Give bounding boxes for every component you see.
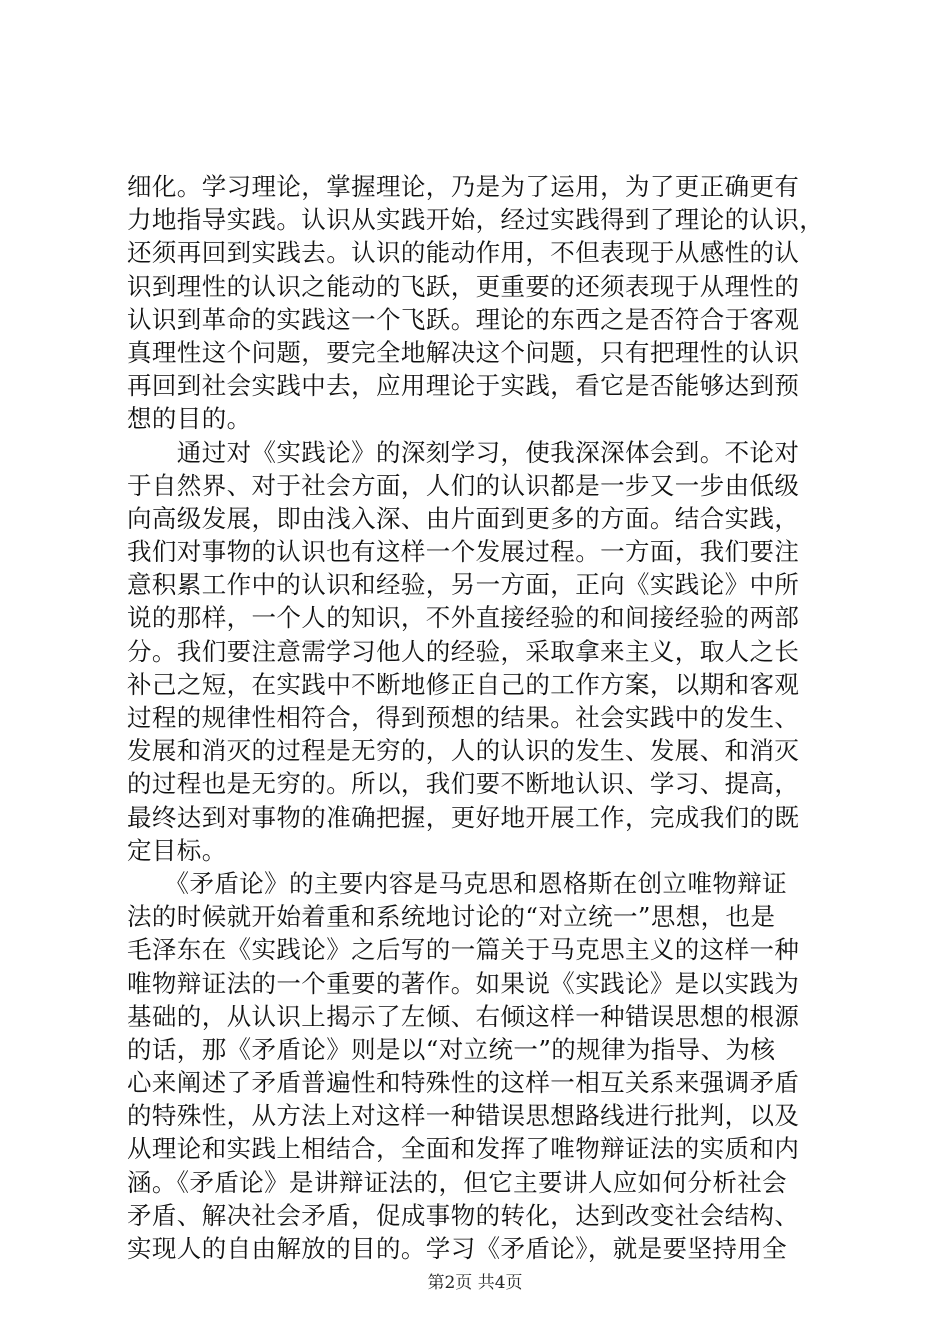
text-line: 发展和消灭的过程是无穷的，人的认识的发生、发展、和消灭 (127, 736, 800, 766)
text-line: 矛盾、解决社会矛盾，促成事物的转化，达到改变社会结构、 (127, 1200, 800, 1230)
text-line: 认识到革命的实践这一个飞跃。理论的东西之是否符合于客观 (127, 304, 800, 334)
text-line: 实现人的自由解放的目的。学习《矛盾论》，就是要坚持用全 (127, 1234, 788, 1263)
text-line: 识到理性的认识之能动的飞跃，更重要的还须表现于从理性的 (127, 271, 800, 301)
text-line: 定目标。 (127, 835, 227, 865)
text-line: 过程的规律性相符合，得到预想的结果。社会实践中的发生、 (127, 703, 800, 732)
text-line: 向高级发展，即由浅入深、由片面到更多的方面。结合实践， (127, 503, 800, 533)
text-line: 说的那样，一个人的知识，不外直接经验的和间接经验的两部 (127, 603, 800, 633)
text-line: 涵。《矛盾论》是讲辩证法的，但它主要讲人应如何分析社会 (127, 1167, 788, 1197)
text-line: 我们对事物的认识也有这样一个发展过程。一方面，我们要注 (127, 537, 800, 567)
text-line: 补己之短，在实践中不断地修正自己的工作方案，以期和客观 (127, 669, 800, 699)
text-line: 唯物辩证法的一个重要的著作。如果说《实践论》是以实践为 (127, 968, 800, 998)
text-line: 心来阐述了矛盾普遍性和特殊性的这样一相互关系来强调矛盾 (127, 1068, 800, 1098)
text-line: 的话，那《矛盾论》则是以“对立统一”的规律为指导、为核 (127, 1034, 776, 1064)
page-footer: 第2页 共4页 (427, 1273, 523, 1293)
text-line: 从理论和实践上相结合，全面和发挥了唯物辩证法的实质和内 (127, 1134, 800, 1164)
text-line: 细化。学习理论，掌握理论，乃是为了运用，为了更正确更有 (127, 172, 800, 201)
text-line: 还须再回到实践去。认识的能动作用，不但表现于从感性的认 (127, 238, 800, 268)
text-line: 法的时候就开始着重和系统地讨论的“对立统一”思想，也是 (127, 902, 776, 932)
text-line: 意积累工作中的认识和经验，另一方面，正向《实践论》中所 (127, 570, 800, 600)
text-line: 最终达到对事物的准确把握，更好地开展工作，完成我们的既 (127, 802, 800, 832)
text-line: 真理性这个问题，要完全地解决这个问题，只有把理性的认识 (127, 337, 800, 367)
text-line: 通过对《实践论》的深刻学习，使我深深体会到。不论对 (127, 437, 800, 467)
text-line: 的特殊性，从方法上对这样一种错误思想路线进行批判，以及 (127, 1101, 800, 1131)
body-text (127, 170, 827, 1265)
text-line: 的过程也是无穷的。所以，我们要不断地认识、学习、提高， (127, 769, 800, 799)
text-line: 力地指导实践。认识从实践开始，经过实践得到了理论的认识， (127, 205, 825, 235)
text-line: 《矛盾论》的主要内容是马克思和恩格斯在创立唯物辩证 (127, 868, 788, 898)
text-line: 毛泽东在《实践论》之后写的一篇关于马克思主义的这样一种 (127, 935, 800, 965)
text-line: 分。我们要注意需学习他人的经验，采取拿来主义，取人之长 (127, 636, 800, 666)
text-line: 想的目的。 (127, 404, 252, 434)
text-line: 基础的，从认识上揭示了左倾、右倾这样一种错误思想的根源 (127, 1001, 800, 1031)
text-line: 再回到社会实践中去，应用理论于实践，看它是否能够达到预 (127, 371, 800, 401)
text-line: 于自然界、对于社会方面，人们的认识都是一步又一步由低级 (127, 470, 800, 500)
